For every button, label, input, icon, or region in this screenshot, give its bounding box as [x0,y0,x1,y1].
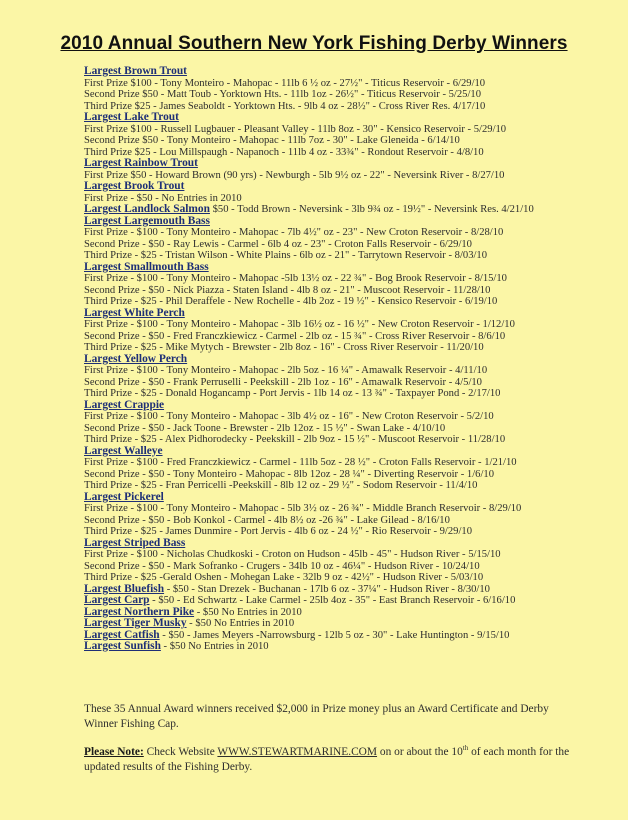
prize-entry: Second Prize - $50 - Jack Toone - Brewster - 2lb 12oz - 15 ½" - Swan Lake - 4/10/10 [84,422,446,434]
prize-entry: First Prize - $100 - Tony Monteiro - Mahopac - 3lb 16½ oz - 16 ½" - New Croton Reservoir - 1/12/10 [84,319,515,330]
prize-entry: Second Prize - $50 - Frank Perruselli - Peekskill - 2lb 1oz - 16" - Amawalk Reservoir - 4/5/10 [84,376,482,388]
category-inline-entry: - $50 - Ed Schwartz - Lake Carmel - 25lb 4oz - 35" - East Branch Reservoir - 6/16/10 [149,595,516,606]
prize-entry: Third Prize - $25 - Tristan Wilson - White Plains - 6lb oz - 21" - Tarrytown Reservoir - 8/03/10 [84,250,488,261]
note-label: Please Note: [84,745,144,758]
prize-entry: Third Prize - $25 - Mike Mytych - Brewster - 2lb 8oz - 16" - Cross River Reservoir - 11/20/10 [84,342,484,353]
category-heading: Largest Landlock Salmon [84,203,210,215]
prize-entry: First Prize - $100 - Tony Monteiro - Mahopac - 2lb 5oz - 16 ¼" - Amawalk Reservoir - 4/11/10 [84,365,488,376]
category-heading: Largest Carp [84,594,150,606]
website-link[interactable]: WWW.STEWARTMARINE.COM [217,745,378,758]
prize-entry: Second Prize - $50 - Bob Konkol - Carmel - 4lb 8½ oz -26 ¾" - Lake Gilead - 8/16/10 [84,514,450,526]
note-superscript: th [462,744,469,752]
category-heading: Largest Largemouth Bass [84,214,210,227]
category-heading: Largest Tiger Musky [84,617,187,629]
category-inline-row [84,641,604,653]
prize-entry: First Prize - $100 - Tony Monteiro - Mahopac - 7lb 4½" oz - 23" - New Croton Reservoir - 8/28/10 [84,227,504,238]
category-inline-entry: - $50 No Entries in 2010 [194,606,302,618]
prize-entry: Third Prize - $25 - Alex Pidhorodecky - Peekskill - 2lb 9oz - 15 ½" - Muscoot Reservoir - 11/28/10 [84,434,506,445]
prize-entry: Third Prize $25 - Lou Millspaugh - Napanoch - 11lb 4 oz - 33¾" - Rondout Reservoir - 4/8/10 [84,146,484,158]
prize-entry: Second Prize - $50 - Fred Franczkiewicz - Carmel - 2lb oz - 15 ¾" - Cross River Reservoir - 8/6/10 [84,330,506,342]
prize-entry: Third Prize - $25 - Donald Hogancamp - Port Jervis - 1lb 14 oz - 13 ¾" - Taxpayer Pond - 2/17/10 [84,388,501,399]
prize-entry: Second Prize - $50 - Nick Piazza - Staten Island - 4lb 8 oz - 21" - Muscoot Reservoir - 11/28/10 [84,284,491,296]
note-text-after: of each month for the updated results of the Fishing Derby. [84,745,570,773]
category-heading: Largest Bluefish [84,582,165,595]
prize-entry: Second Prize $50 - Tony Monteiro - Mahopac - 11lb 7oz - 30" - Lake Gleneida - 6/14/10 [84,135,460,146]
summary-paragraph: These 35 Annual Award winners received $2,000 in Prize money plus an Award Certificate and Derby Winner Fishing Cap. [84,703,549,730]
prize-entry: First Prize - $100 - Nicholas Chudkoski - Croton on Hudson - 45lb - 45" - Hudson River - 5/15/10 [84,549,501,560]
category-inline-row [84,204,604,216]
category-heading: Largest Rainbow Trout [84,157,198,169]
category-heading: Largest Sunfish [84,640,161,652]
note-text-before: Check Website [143,745,218,758]
category-heading: Largest Walleye [84,444,163,457]
category-heading: Largest Yellow Perch [84,352,188,365]
prize-entry: Third Prize - $25 - Fran Perricelli -Peekskill - 8lb 12 oz - 29 ½" - Sodom Reservoir - 11/4/10 [84,480,478,491]
prize-entry: First Prize - $100 - Tony Monteiro - Mahopac -5lb 13½ oz - 22 ¾" - Bog Brook Reservoir - 8/15/10 [84,273,507,284]
category-heading: Largest Brook Trout [84,180,185,192]
category-inline-entry: - $50 No Entries in 2010 [160,641,269,652]
category-heading: Largest Catfish [84,628,160,641]
prize-entry: First Prize - $100 - Tony Monteiro - Mahopac - 3lb 4½ oz - 16" - New Croton Reservoir - 5/2/10 [84,411,494,422]
category-heading: Largest Brown Trout [84,65,187,77]
category-heading: Largest Striped Bass [84,536,186,549]
category-heading: Largest Crappie [84,398,165,411]
note-text-mid: on or about the 10 [377,745,463,758]
prize-entry: Third Prize - $25 -Gerald Oshen - Mohegan Lake - 32lb 9 oz - 42½" - Hudson River - 5/03/10 [84,572,484,583]
category-heading: Largest Northern Pike [84,605,195,618]
winners-list [84,66,604,653]
prize-entry: First Prize - $100 - Fred Franczkiewicz - Carmel - 11lb 5oz - 28 ½" - Croton Falls Reservoir - 1/21/10 [84,457,517,468]
prize-entry: Second Prize $50 - Matt Toub - Yorktown Hts. - 11lb 1oz - 26½" - Titicus Reservoir - 5/25/10 [84,89,482,100]
prize-entry: First Prize $100 - Tony Monteiro - Mahopac - 11lb 6 ½ oz - 27½" - Titicus Reservoir - 6/29/10 [84,77,486,89]
category-heading: Largest White Perch [84,306,185,319]
prize-entry: Third Prize - $25 - Phil Deraffele - New Rochelle - 4lb 2oz - 19 ½" - Kensico Reservoir - 6/19/10 [84,296,498,307]
please-note-paragraph [84,741,584,775]
category-inline-entry: - $50 No Entries in 2010 [186,618,295,629]
category-inline-entry: - $50 - Stan Drezek - Buchanan - 17lb 6 oz - 37¼" - Hudson River - 8/30/10 [164,583,490,595]
category-heading: Largest Smallmouth Bass [84,260,209,273]
category-heading: Largest Pickerel [84,490,164,503]
category-inline-entry: - $50 - James Meyers -Narrowsburg - 12lb 5 oz - 30" - Lake Huntington - 9/15/10 [159,629,510,641]
prize-entry: First Prize $50 - Howard Brown (90 yrs) - Newburgh - 5lb 9½ oz - 22" - Neversink River - 8/27/10 [84,169,505,181]
category-inline-row [84,618,604,630]
category-heading: Largest Lake Trout [84,111,179,123]
prize-entry: Third Prize - $25 - James Dunmire - Port Jervis - 4lb 6 oz - 24 ½" - Rio Reservoir - 9/29/10 [84,526,472,537]
prize-entry: First Prize - $50 - No Entries in 2010 [84,192,242,204]
prize-entry: Third Prize $25 - James Seaboldt - Yorktown Hts. - 9lb 4 oz - 28½" - Cross River Res. 4/17/10 [84,100,486,112]
category-inline-entry: $50 - Todd Brown - Neversink - 3lb 9¾ oz - 19½" - Neversink Res. 4/21/10 [209,204,534,215]
prize-entry: Second Prize - $50 - Mark Sofranko - Crugers - 34lb 10 oz - 46¼" - Hudson River - 10/24/10 [84,560,480,572]
category-inline-row [84,584,604,596]
page-title: 2010 Annual Southern New York Fishing Derby Winners [60,33,568,54]
prize-entry: First Prize $100 - Russell Lugbauer - Pleasant Valley - 11lb 8oz - 30" - Kensico Reservoir - 5/29/10 [84,123,507,135]
category-inline-row [84,630,604,642]
prize-entry: Second Prize - $50 - Ray Lewis - Carmel - 6lb 4 oz - 23" - Croton Falls Reservoir - 6/29/10 [84,238,472,250]
prize-entry: Second Prize - $50 - Tony Monteiro - Mahopac - 8lb 12oz - 28 ¼" - Diverting Reservoir - 1/6/10 [84,468,494,480]
prize-entry: First Prize - $100 - Tony Monteiro - Mahopac - 5lb 3½ oz - 26 ¾" - Middle Branch Reservoir - 8/29/10 [84,503,522,514]
